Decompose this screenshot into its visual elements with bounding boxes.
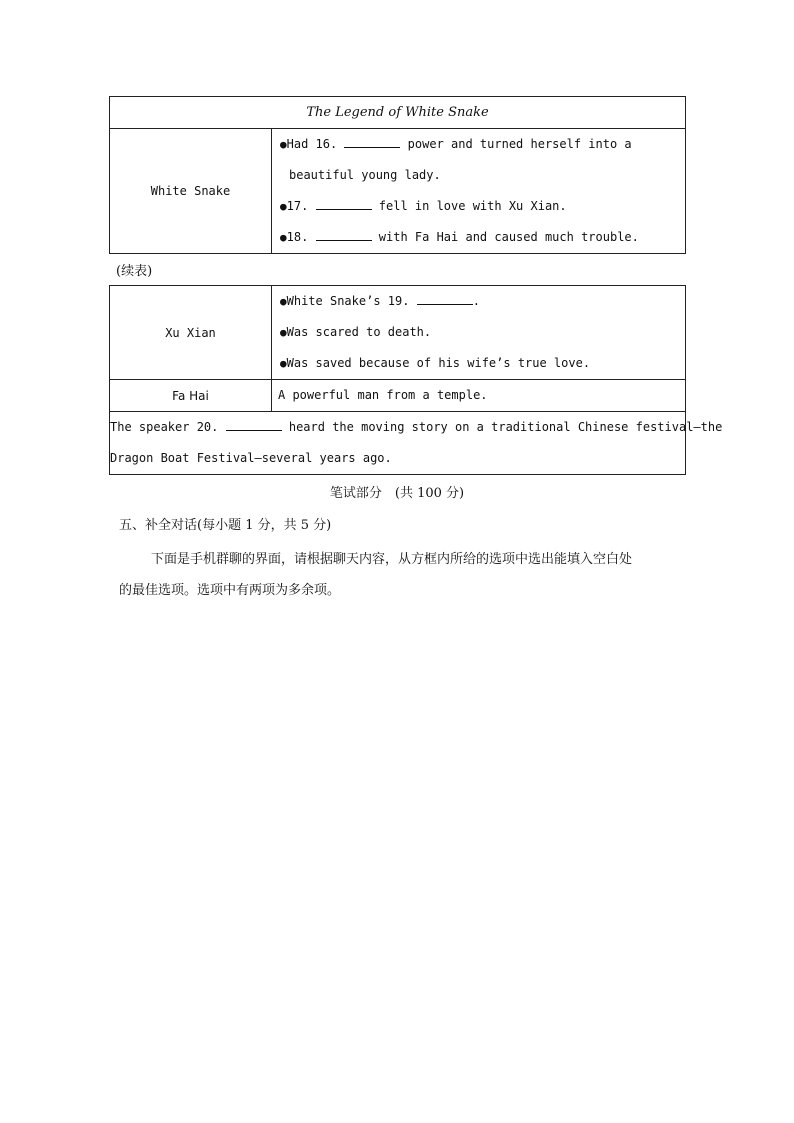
legend-table-continued <box>109 285 723 475</box>
instruction-line-2: 的最佳选项。选项中有两项为多余项。 <box>119 583 341 598</box>
speaker-line-1: The speaker 20. heard the moving story on a traditional Chinese festival—the <box>110 420 723 434</box>
speaker-line-2: Dragon Boat Festival—several years ago. <box>110 451 392 465</box>
bullet-icon: ● <box>280 357 287 370</box>
xu-xian-line-2: ●Was scared to death. <box>280 325 432 339</box>
white-snake-description <box>272 129 686 254</box>
instruction-line-1: 下面是手机群聊的界面，请根据聊天内容，从方框内所给的选项中选出能填入空白处 <box>151 552 633 567</box>
line-17: ●17. fell in love with Xu Xian. <box>280 199 567 213</box>
character-fa-hai: Fa Hai <box>110 380 272 412</box>
bullet-icon: ● <box>280 200 287 213</box>
bullet-icon: ● <box>280 295 287 308</box>
table-title: The Legend of White Snake <box>110 97 686 129</box>
speaker-row <box>110 412 723 475</box>
answer-blank-18[interactable] <box>316 229 372 241</box>
xu-xian-description <box>272 286 686 380</box>
bullet-icon: ● <box>280 138 287 151</box>
line-16-continued: beautiful young lady. <box>289 168 441 182</box>
line-19: ●White Snake’s 19. . <box>280 294 480 308</box>
fa-hai-description: A powerful man from a temple. <box>272 380 686 412</box>
answer-blank-16[interactable] <box>344 136 400 148</box>
bullet-icon: ● <box>280 231 287 244</box>
answer-blank-17[interactable] <box>316 198 372 210</box>
character-xu-xian: Xu Xian <box>110 286 272 380</box>
continued-label: (续表) <box>116 264 153 279</box>
character-white-snake: White Snake <box>110 129 272 254</box>
question-heading: 五、补全对话(每小题 1 分，共 5 分) <box>119 518 332 533</box>
line-16: ●Had 16. power and turned herself into a <box>280 137 632 151</box>
answer-blank-19[interactable] <box>417 293 473 305</box>
legend-table <box>109 96 686 254</box>
answer-blank-20[interactable] <box>226 419 282 431</box>
xu-xian-line-3: ●Was saved because of his wife’s true love. <box>280 356 591 370</box>
section-title: 笔试部分 (共 100 分) <box>329 486 465 501</box>
question-instruction <box>119 544 679 606</box>
line-18: ●18. with Fa Hai and caused much trouble. <box>280 230 639 244</box>
bullet-icon: ● <box>280 326 287 339</box>
